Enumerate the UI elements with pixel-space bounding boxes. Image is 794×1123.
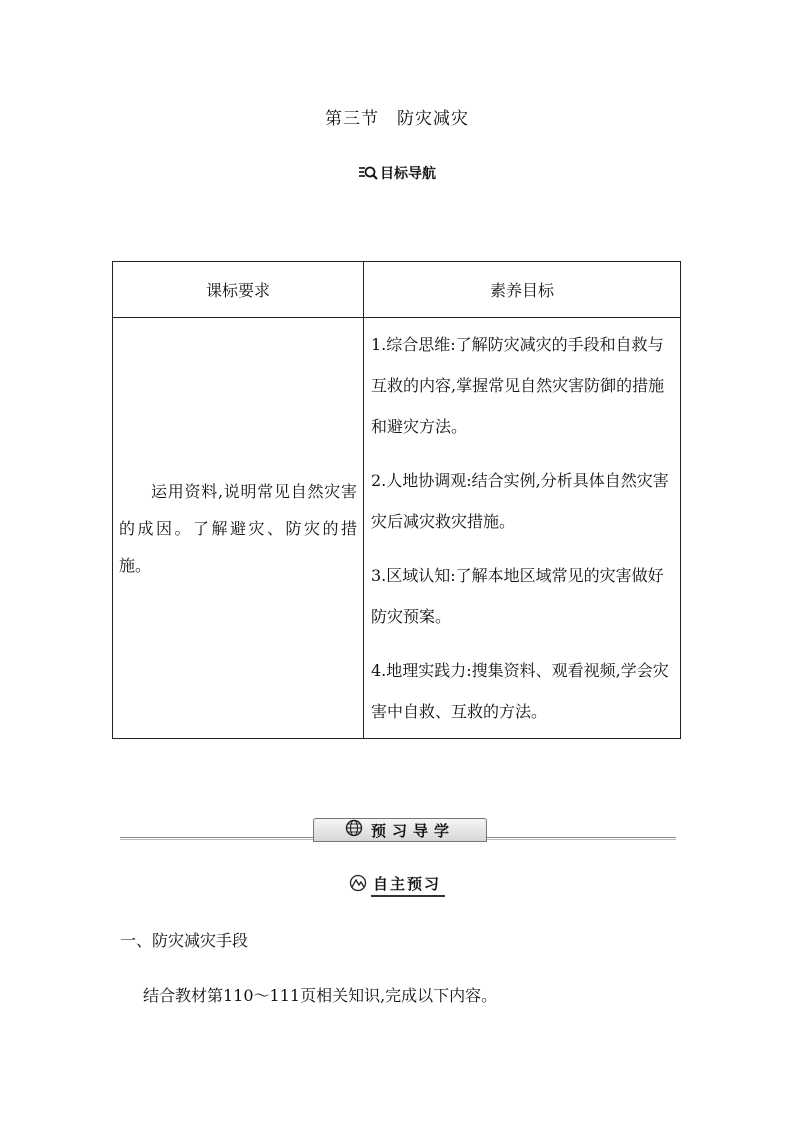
header-requirements: 课标要求 [113,262,364,318]
section-banner [120,818,676,842]
goal-item: 4.地理实践力:搜集资料、观看视频,学会灾害中自救、互救的方法。 [371,661,669,721]
mountain-icon [349,874,367,896]
subsection-label: 自主预习 [371,873,445,897]
requirement-cell [113,318,364,739]
table-header-row [113,262,681,318]
goal-item: 3.区域认知:了解本地区域常见的灾害做好防灾预案。 [371,566,664,626]
table-row [113,318,681,739]
requirement-text: 运用资料,说明常见自然灾害的成因。了解避灾、防灾的措施。 [119,481,357,575]
section-banner-tag [313,818,487,842]
goal-navigation-label: 目标导航 [380,166,436,182]
search-list-icon [358,165,378,181]
goals-cell [364,318,681,739]
page-title: 第三节 防灾减灾 [325,109,469,129]
section-banner-label: 预习导学 [370,821,455,840]
goal-item: 2.人地协调观:结合实例,分析具体自然灾害灾后减灾救灾措施。 [371,471,669,531]
globe-icon [345,819,363,841]
goals-table [112,261,681,739]
header-literacy-goals: 素养目标 [364,262,681,318]
section-heading: 一、防灾减灾手段 [120,931,249,950]
goal-item: 1.综合思维:了解防灾减灾的手段和自救与互救的内容,掌握常见自然灾害防御的措施和避灾方法。 [371,335,665,436]
goal-navigation-heading [0,163,794,183]
subsection-heading [0,873,794,897]
instruction-paragraph: 结合教材第110～111页相关知识,完成以下内容。 [143,986,498,1005]
